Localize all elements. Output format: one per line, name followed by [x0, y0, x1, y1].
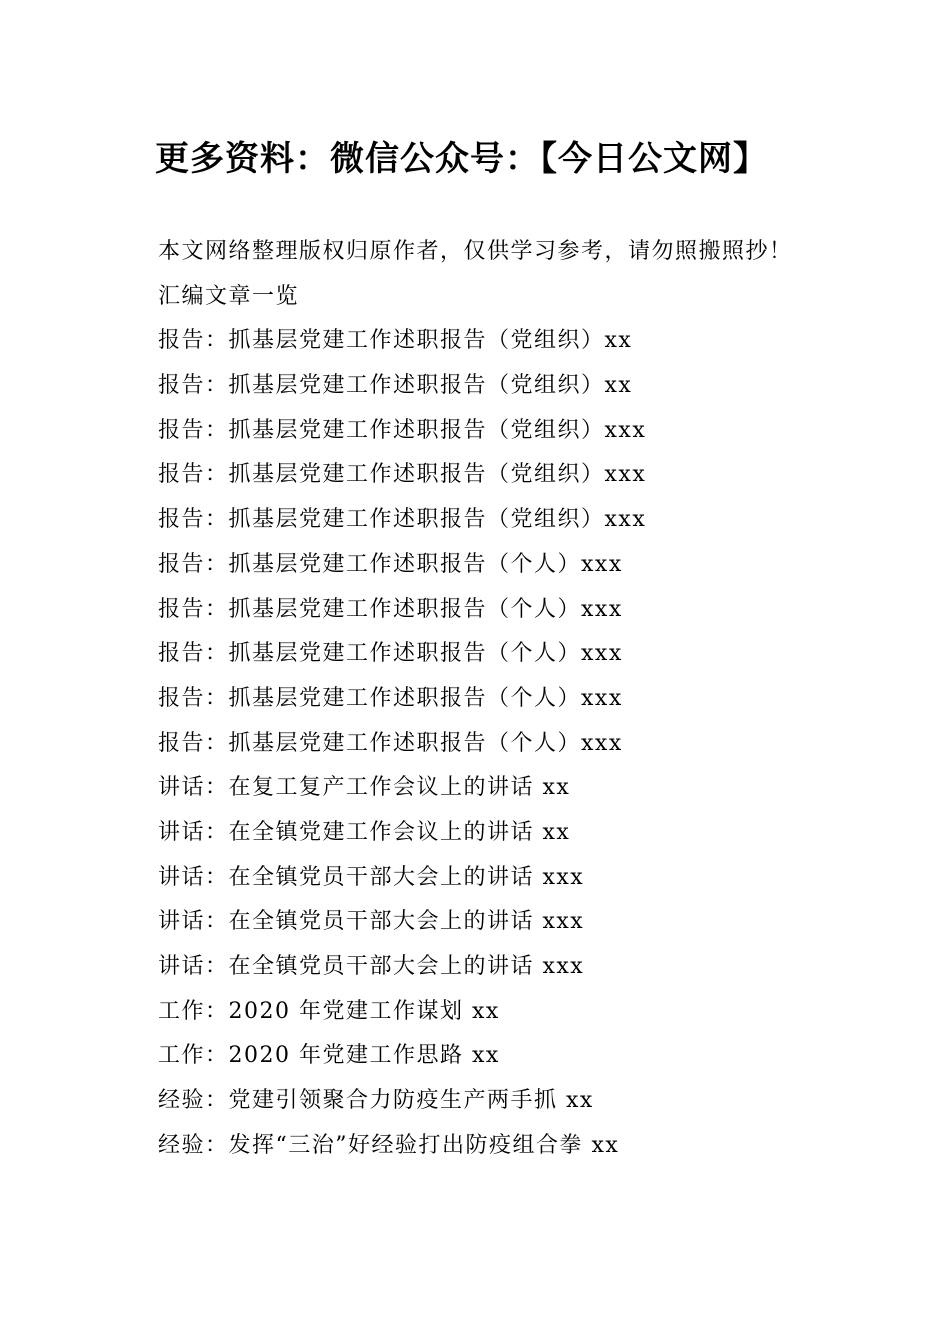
toc-item: 报告：抓基层党建工作述职报告（个人）xxx	[158, 685, 623, 711]
toc-item: 工作：2020 年党建工作思路 xx	[158, 1043, 500, 1069]
toc-item: 讲话：在全镇党员干部大会上的讲话 xxx	[158, 954, 585, 979]
toc-item: 报告：抓基层党建工作述职报告（个人）xxx	[158, 641, 623, 667]
toc-heading: 汇编文章一览	[158, 283, 300, 309]
toc-item: 报告：抓基层党建工作述职报告（个人）xxx	[158, 551, 623, 577]
document-title: 更多资料：微信公众号：【今日公文网】	[155, 139, 768, 179]
toc-item: 工作：2020 年党建工作谋划 xx	[158, 998, 500, 1024]
toc-item: 讲话：在全镇党员干部大会上的讲话 xxx	[158, 864, 585, 890]
document-body	[158, 230, 858, 1168]
toc-item: 报告：抓基层党建工作述职报告（党组织）xxx	[158, 462, 647, 488]
copyright-notice: 本文网络整理版权归原作者，仅供学习参考，请勿照搬照抄！	[158, 239, 793, 264]
toc-item: 报告：抓基层党建工作述职报告（党组织）xx	[158, 373, 633, 399]
toc-item: 报告：抓基层党建工作述职报告（个人）xxx	[158, 730, 623, 756]
toc-item: 报告：抓基层党建工作述职报告（党组织）xxx	[158, 417, 647, 443]
toc-item: 报告：抓基层党建工作述职报告（党组织）xxx	[158, 507, 647, 533]
toc-item: 讲话：在全镇党员干部大会上的讲话 xxx	[158, 909, 585, 935]
toc-item: 报告：抓基层党建工作述职报告（党组织）xx	[158, 328, 633, 354]
toc-item: 经验：党建引领聚合力防疫生产两手抓 xx	[158, 1088, 594, 1114]
toc-item: 讲话：在复工复产工作会议上的讲话 xx	[158, 775, 571, 801]
toc-item: 经验：发挥“三治”好经验打出防疫组合拳 xx	[158, 1132, 620, 1158]
toc-item: 报告：抓基层党建工作述职报告（个人）xxx	[158, 596, 623, 622]
toc-item: 讲话：在全镇党建工作会议上的讲话 xx	[158, 819, 571, 845]
